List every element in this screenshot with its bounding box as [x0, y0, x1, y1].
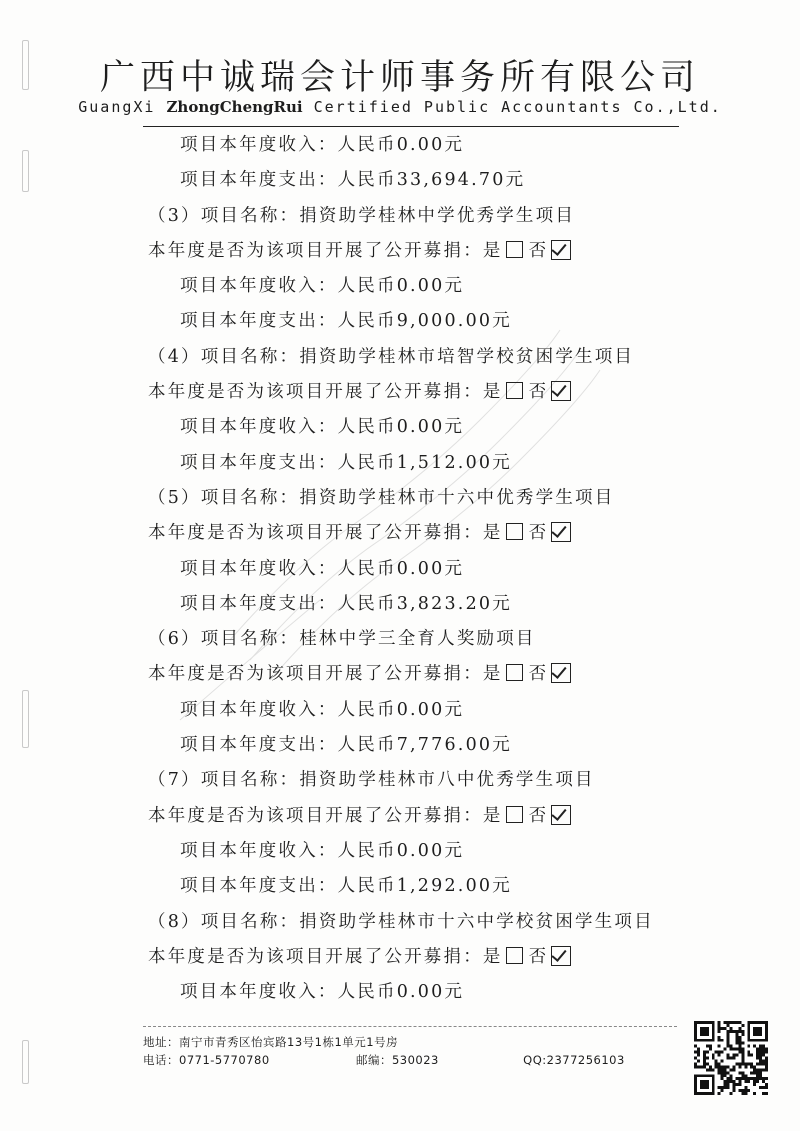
amount-line [148, 693, 688, 728]
project-name-value: 捐资助学桂林市八中优秀学生项目 [299, 770, 595, 791]
question-text: 本年度是否为该项目开展了公开募捐： [148, 664, 483, 685]
checkbox-yes[interactable] [506, 664, 523, 681]
binding-mark [22, 690, 29, 748]
footer-address: 地址：南宁市青秀区怡宾路13号1栋1单元1号房 [143, 1035, 399, 1049]
document-body [148, 128, 688, 1010]
amount-label: 项目本年度收入： [180, 699, 338, 720]
amount-value: 人民币33,694.70元 [337, 170, 526, 191]
amount-value: 人民币0.00元 [337, 417, 465, 438]
question-text: 本年度是否为该项目开展了公开募捐： [148, 805, 483, 826]
project-title-line [148, 340, 688, 375]
amount-label: 项目本年度支出： [180, 876, 338, 897]
checkbox-yes[interactable] [506, 241, 523, 258]
footer-qq: QQ:2377256103 [523, 1053, 625, 1067]
amount-line [148, 304, 688, 339]
option-yes-label: 是 [482, 946, 503, 967]
project-title-line [148, 763, 688, 798]
project-title-line [148, 622, 688, 657]
question-text: 本年度是否为该项目开展了公开募捐： [148, 240, 483, 261]
amount-line [148, 128, 688, 163]
amount-value: 人民币7,776.00元 [337, 735, 512, 756]
amount-line [148, 834, 688, 869]
amount-line [148, 552, 688, 587]
option-yes-label: 是 [482, 523, 503, 544]
project-name-label: 项目名称： [200, 911, 300, 932]
amount-label: 项目本年度收入： [180, 135, 338, 155]
option-yes-label: 是 [482, 240, 503, 261]
amount-line [148, 163, 688, 198]
option-no-label: 否 [528, 240, 549, 261]
question-text: 本年度是否为该项目开展了公开募捐： [148, 523, 483, 544]
company-name-en [0, 98, 800, 116]
option-no-label: 否 [528, 805, 549, 826]
amount-label: 项目本年度收入： [180, 417, 338, 438]
option-no-label: 否 [528, 946, 549, 967]
checkbox-no-checked[interactable] [551, 522, 571, 542]
project-name-value: 捐资助学桂林市培智学校贫困学生项目 [299, 346, 635, 367]
company-name-en-suffix: Certified Public Accountants Co.,Ltd. [313, 98, 722, 116]
project-number: （7） [148, 770, 201, 791]
checkbox-yes[interactable] [506, 523, 523, 540]
checkbox-no-checked[interactable] [551, 381, 571, 401]
company-name-en-bold: ZhongChengRui [166, 98, 303, 116]
checkbox-no-checked[interactable] [551, 805, 571, 825]
amount-line [148, 869, 688, 904]
amount-label: 项目本年度支出： [180, 311, 338, 332]
amount-value: 人民币0.00元 [337, 135, 465, 155]
option-yes-label: 是 [482, 805, 503, 826]
checkbox-yes[interactable] [506, 382, 523, 399]
project-number: （5） [148, 487, 201, 508]
amount-label: 项目本年度支出： [180, 735, 338, 756]
project-number: （6） [148, 629, 201, 650]
project-name-label: 项目名称： [200, 346, 300, 367]
amount-line [148, 587, 688, 622]
public-fundraising-question [148, 940, 688, 975]
project-name-label: 项目名称： [200, 487, 300, 508]
amount-label: 项目本年度支出： [180, 593, 338, 614]
project-name-value: 捐资助学桂林市十六中优秀学生项目 [299, 487, 615, 508]
qr-code-icon [694, 1021, 768, 1095]
checkbox-yes[interactable] [506, 806, 523, 823]
binding-mark [22, 1040, 29, 1084]
project-number: （3） [148, 205, 201, 226]
amount-value: 人民币0.00元 [337, 982, 465, 1003]
amount-value: 人民币0.00元 [337, 699, 465, 720]
option-no-label: 否 [528, 523, 549, 544]
company-name-cn: 广西中诚瑞会计师事务所有限公司 [99, 58, 700, 98]
footer-contact-row [143, 1052, 727, 1068]
project-title-line [148, 905, 688, 940]
amount-value: 人民币0.00元 [337, 840, 465, 861]
amount-label: 项目本年度支出： [180, 452, 338, 473]
footer-postcode: 邮编：530023 [355, 1053, 439, 1067]
amount-value: 人民币3,823.20元 [337, 593, 512, 614]
amount-value: 人民币1,512.00元 [337, 452, 512, 473]
checkbox-no-checked[interactable] [551, 663, 571, 683]
question-text: 本年度是否为该项目开展了公开募捐： [148, 382, 483, 403]
header-divider [143, 126, 679, 127]
option-yes-label: 是 [482, 382, 503, 403]
amount-value: 人民币0.00元 [337, 276, 465, 297]
public-fundraising-question [148, 234, 688, 269]
project-title-line [148, 199, 688, 234]
amount-line [148, 975, 688, 1010]
amount-label: 项目本年度收入： [180, 558, 338, 579]
project-name-label: 项目名称： [200, 629, 300, 650]
amount-value: 人民币0.00元 [337, 558, 465, 579]
footer-phone: 电话：0771-5770780 [143, 1053, 270, 1067]
amount-label: 项目本年度收入： [180, 276, 338, 297]
public-fundraising-question [148, 799, 688, 834]
public-fundraising-question [148, 516, 688, 551]
project-title-line [148, 481, 688, 516]
project-name-value: 捐资助学桂林市十六中学校贫困学生项目 [299, 911, 654, 932]
project-number: （8） [148, 911, 201, 932]
option-no-label: 否 [528, 382, 549, 403]
footer-divider [143, 1026, 677, 1027]
amount-line [148, 410, 688, 445]
amount-line [148, 446, 688, 481]
binding-mark [22, 150, 29, 192]
amount-value: 人民币1,292.00元 [337, 876, 512, 897]
amount-label: 项目本年度收入： [180, 840, 338, 861]
public-fundraising-question [148, 657, 688, 692]
project-name-value: 捐资助学桂林中学优秀学生项目 [299, 205, 576, 226]
project-number: （4） [148, 346, 201, 367]
question-text: 本年度是否为该项目开展了公开募捐： [148, 946, 483, 967]
checkbox-no-checked[interactable] [551, 946, 571, 966]
project-name-label: 项目名称： [200, 770, 300, 791]
checkbox-no-checked[interactable] [551, 240, 571, 260]
option-no-label: 否 [528, 664, 549, 685]
checkbox-yes[interactable] [506, 947, 523, 964]
project-name-label: 项目名称： [200, 205, 300, 226]
amount-line [148, 269, 688, 304]
public-fundraising-question [148, 375, 688, 410]
amount-value: 人民币9,000.00元 [337, 311, 512, 332]
amount-label: 项目本年度收入： [180, 982, 338, 1003]
company-name-en-prefix: GuangXi [78, 98, 156, 116]
option-yes-label: 是 [482, 664, 503, 685]
project-name-value: 桂林中学三全育人奖励项目 [299, 629, 536, 650]
amount-line [148, 728, 688, 763]
amount-label: 项目本年度支出： [180, 170, 338, 191]
